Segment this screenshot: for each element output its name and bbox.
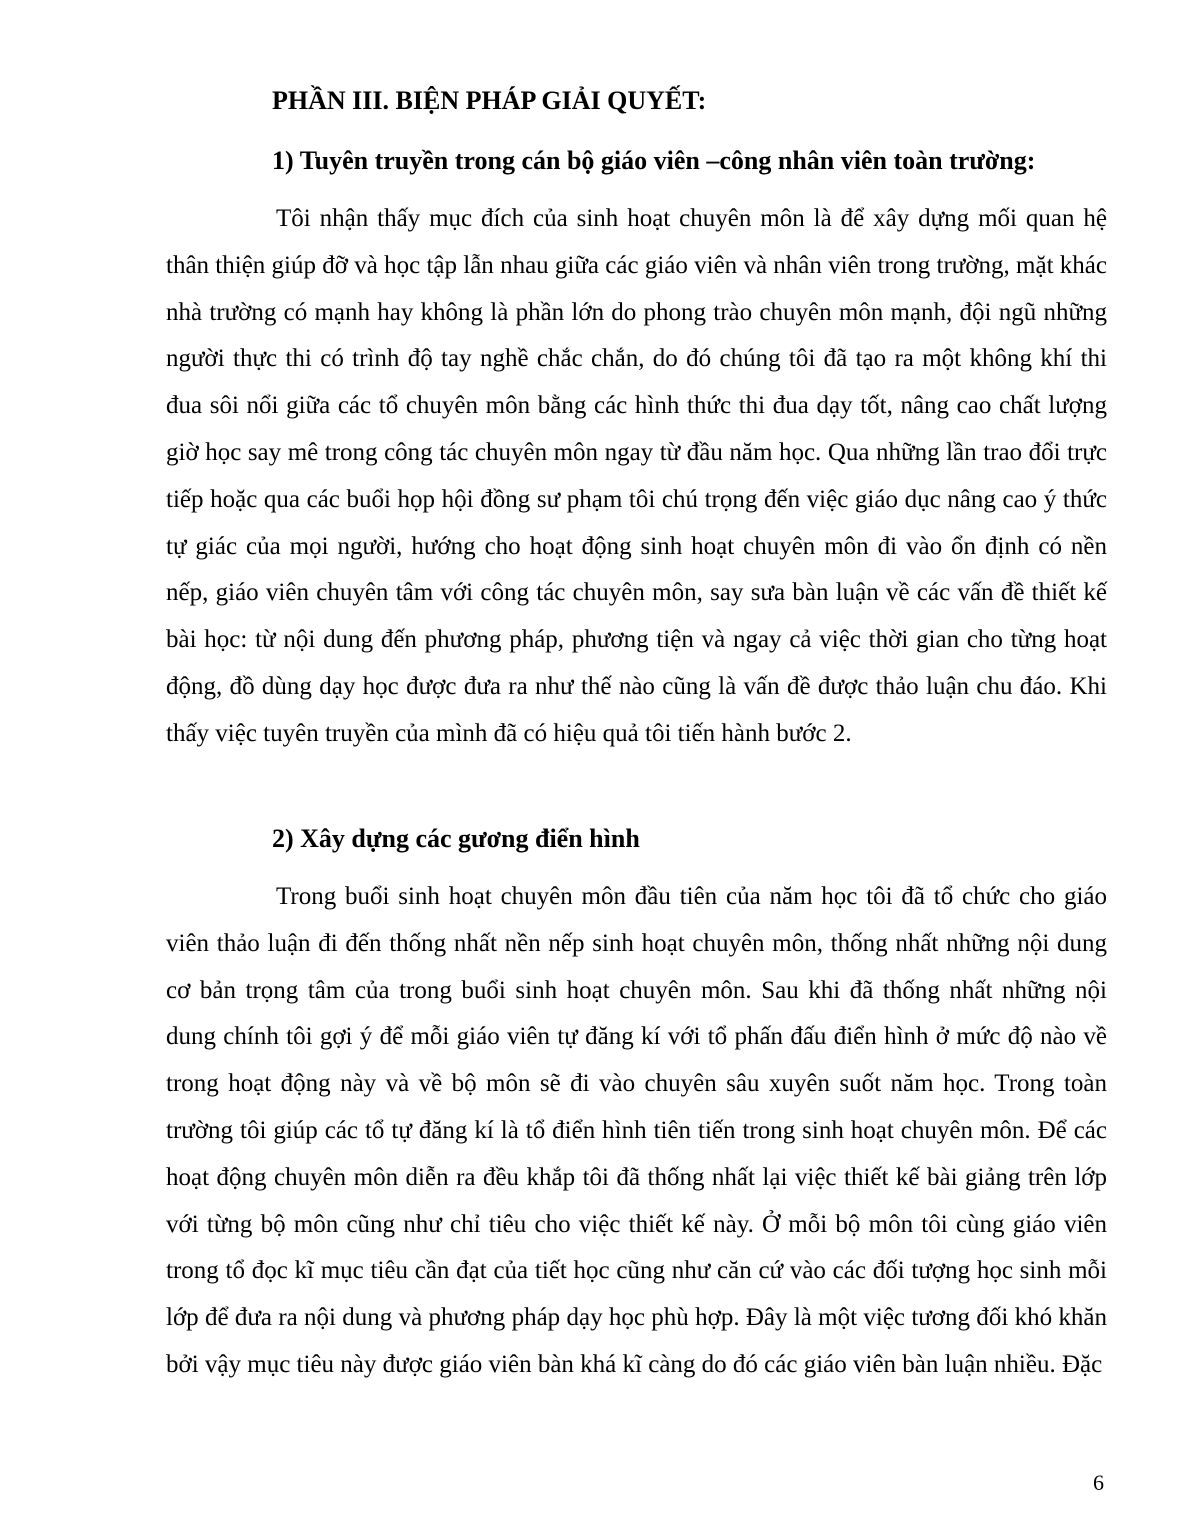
- paragraph-1: Tôi nhận thấy mục đích của sinh hoạt chuyên môn là để xây dựng mối quan hệ thân thiện giúp đỡ và học tập lẫn nhau giữa các giáo viên và nhân viên trong trường, mặt khác nhà trường có mạnh hay không là phần lớn do phong trào chuyên môn mạnh, đội ngũ những người thực thi có trình độ tay nghề chắc chắn, do đó chúng tôi đã tạo ra một không khí thi đua sôi nổi giữa các tổ chuyên môn bằng các hình thức thi đua dạy tốt, nâng cao chất lượng giờ học say mê trong công tác chuyên môn ngay từ đầu năm học. Qua những lần trao đổi trực tiếp hoặc qua các buổi họp hội đồng sư phạm tôi chú trọng đến việc giáo dục nâng cao ý thức tự giác của mọi người, hướng cho hoạt động sinh hoạt chuyên môn đi vào ổn định có nền nếp, giáo viên chuyên tâm với công tác chuyên môn, say sưa bàn luận về các vấn đề thiết kế bài học: từ nội dung đến phương pháp, phương tiện và ngay cả việc thời gian cho từng hoạt động, đồ dùng dạy học được đưa ra như thế nào cũng là vấn đề được thảo luận chu đáo. Khi thấy việc tuyên truyền của mình đã có hiệu quả tôi tiến hành bước 2.: [166, 205, 1107, 747]
- paragraph-2: Trong buổi sinh hoạt chuyên môn đầu tiên của năm học tôi đã tổ chức cho giáo viên thảo luận đi đến thống nhất nền nếp sinh hoạt chuyên môn, thống nhất những nội dung cơ bản trọng tâm của trong buổi sinh hoạt chuyên môn. Sau khi đã thống nhất những nội dung chính tôi gợi ý để mỗi giáo viên tự đăng kí với tổ phấn đấu điển hình ở mức độ nào về trong hoạt động này và về bộ môn sẽ đi vào chuyên sâu xuyên suốt năm học. Trong toàn trường tôi giúp các tổ tự đăng kí là tổ điển hình tiên tiến trong sinh hoạt chuyên môn. Để các hoạt động chuyên môn diễn ra đều khắp tôi đã thống nhất lại việc thiết kế bài giảng trên lớp với từng bộ môn cũng như chỉ tiêu cho việc thiết kế này. Ở mỗi bộ môn tôi cùng giáo viên trong tổ đọc kĩ mục tiêu cần đạt của tiết học cũng như căn cứ vào các đối tượng học sinh mỗi lớp để đưa ra nội dung và phương pháp dạy học phù hợp. Đây là một việc tương đối khó khăn bởi vậy mục tiêu này được giáo viên bàn khá kĩ càng do đó các giáo viên bàn luận nhiều. Đặc: [166, 883, 1107, 1378]
- subsection-2-title: 2) Xây dựng các gương điển hình: [272, 824, 640, 853]
- page-number: 6: [1093, 1470, 1104, 1495]
- subsection-1-title: 1) Tuyên truyền trong cán bộ giáo viên –công nhân viên toàn trường:: [272, 146, 1036, 175]
- section-title: PHẦN III. BIỆN PHÁP GIẢI QUYẾT:: [272, 86, 707, 115]
